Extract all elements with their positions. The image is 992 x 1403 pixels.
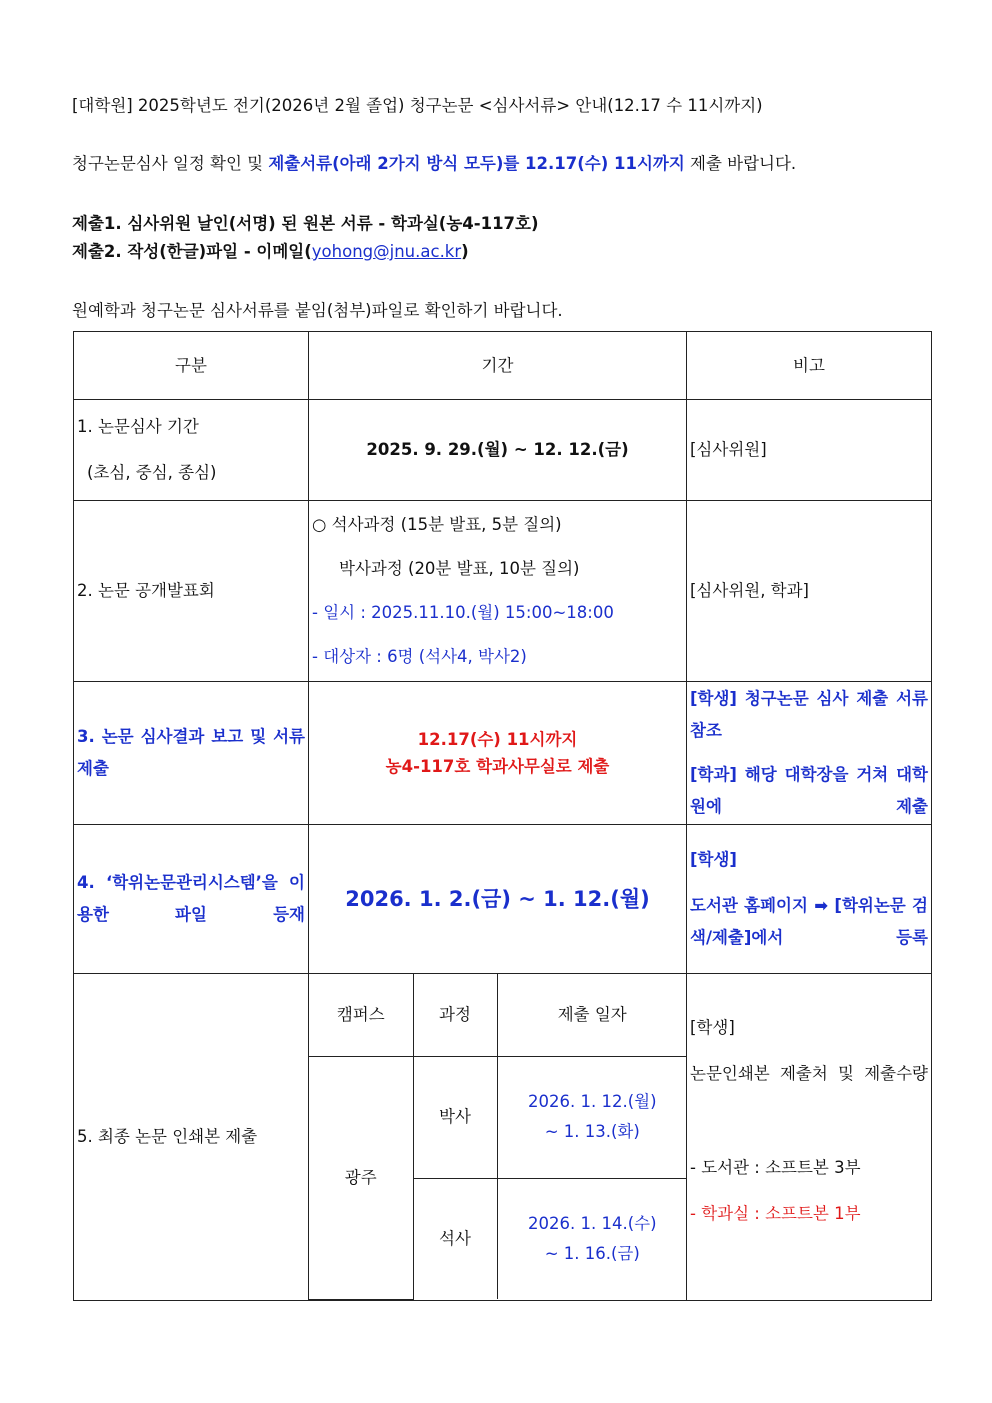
email-link[interactable]: yohong@jnu.ac.kr [311,242,462,261]
row1-period: 2025. 9. 29.(월) ~ 12. 12.(금) [309,400,687,501]
row5-note3: - 도서관 : 소프트본 3부 [690,1158,861,1177]
sub-header-date: 제출 일자 [497,974,687,1056]
row3-note2: [학과] 해당 대학장을 거쳐 대학원에 제출 [690,765,928,816]
course-phd: 박사 [413,1056,497,1178]
row2-label: 2. 논문 공개발표회 [74,501,309,682]
row2-details [309,501,687,682]
row5-note2: 논문인쇄본 제출처 및 제출수량 [690,1064,928,1083]
ms-date [497,1178,687,1299]
header-period: 기간 [309,332,687,400]
row1-label-line1: 1. 논문심사 기간 [77,417,199,436]
campus-gwangju: 광주 [309,1056,413,1299]
phd-date-line2: ~ 1. 13.(화) [544,1122,640,1141]
header-line: [대학원] 2025학년도 전기(2026년 2월 졸업) 청구논문 <심사서류> 안내(12.17 수 11시까지) [72,96,763,115]
phd-date [497,1056,687,1178]
row3-period [309,682,687,825]
row3-note [687,682,932,825]
submit-2 [72,238,469,262]
row1-label [74,400,309,501]
submit-1: 제출1. 심사위원 날인(서명) 된 원본 서류 - 학과실(농4-117호) [72,214,539,233]
row5-subtable-cell [309,974,687,1301]
row5-note [687,974,932,1301]
sub-header-campus: 캠퍼스 [309,974,413,1056]
row5-note1: [학생] [690,1018,735,1037]
submit-2-pre: 제출2. 작성(한글)파일 - 이메일( [72,242,312,261]
row2-line2: 박사과정 (20분 발표, 10분 질의) [339,559,580,578]
row3-period-line2: 농4-117호 학과사무실로 제출 [385,757,610,776]
row3-label: 3. 논문 심사결과 보고 및 서류 제출 [74,682,309,825]
row3-period-line1: 12.17(수) 11시까지 [417,730,578,749]
course-ms: 석사 [413,1178,497,1299]
row4-note1: [학생] [690,850,737,869]
ms-date-line1: 2026. 1. 14.(수) [527,1213,657,1233]
intro-highlight: 제출서류(아래 2가지 방식 모두)를 12.17(수) 11시까지 [268,154,685,173]
row2-line3: - 일시 : 2025.11.10.(월) 15:00~18:00 [312,603,614,622]
header-category: 구분 [74,332,309,400]
row2-line4: - 대상자 : 6명 (석사4, 박사2) [312,647,527,666]
schedule-table [73,331,932,1301]
note-line: 원예학과 청구논문 심사서류를 붙임(첨부)파일로 확인하기 바랍니다. [72,301,563,320]
row5-subtable [309,974,687,1300]
row5-note4: - 학과실 : 소프트본 1부 [690,1204,861,1223]
submit-2-post: ) [461,242,469,261]
sub-header-course: 과정 [413,974,497,1056]
intro-line [72,150,796,174]
row1-note: [심사위원] [687,400,932,501]
row2-line1: ○ 석사과정 (15분 발표, 5분 질의) [312,515,562,534]
row4-note2: 도서관 홈페이지 ➡ [학위논문 검색/제출]에서 등록 [690,896,928,947]
row4-note [687,825,932,974]
phd-date-line1: 2026. 1. 12.(월) [527,1092,657,1111]
row2-note: [심사위원, 학과] [687,501,932,682]
ms-date-line2: ~ 1. 16.(금) [544,1243,640,1263]
row3-note1: [학생] 청구논문 심사 제출 서류 참조 [690,689,928,740]
row1-label-line2: (초심, 중심, 종심) [87,463,217,482]
row4-label: 4. ‘학위논문관리시스템’을 이용한 파일 등재 [74,825,309,974]
intro-pre: 청구논문심사 일정 확인 및 [72,154,269,173]
header-note: 비고 [687,332,932,400]
intro-post: 제출 바랍니다. [684,154,797,173]
row4-period: 2026. 1. 2.(금) ~ 1. 12.(월) [309,825,687,974]
row5-label: 5. 최종 논문 인쇄본 제출 [74,974,309,1301]
